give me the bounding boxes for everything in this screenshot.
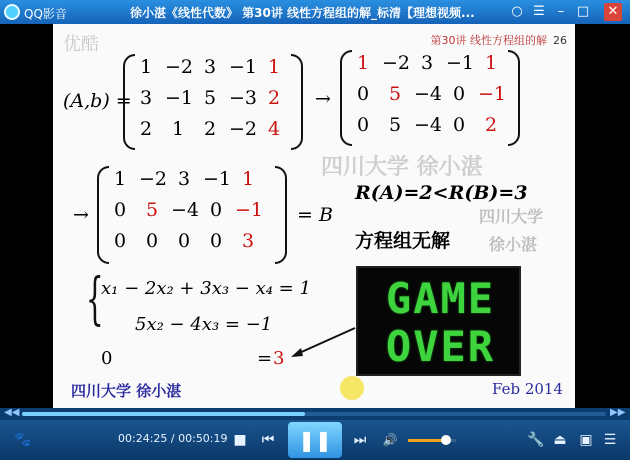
control-bar <box>0 420 630 460</box>
m2-cell-2-4: 2 <box>484 114 498 136</box>
equation-2: 5x₂ − 4x₃ = −1 <box>135 314 273 335</box>
m1-cell-2-3: −2 <box>229 118 258 140</box>
augmented-label: (A,b) = <box>63 90 132 112</box>
matrix3-right-paren <box>275 166 287 264</box>
pointer-arrow-icon <box>289 324 359 360</box>
time-display <box>118 432 228 445</box>
equals-b: = B <box>297 204 333 226</box>
seek-back-icon[interactable]: ◀◀ <box>4 407 20 418</box>
m1-cell-2-0: 2 <box>139 118 153 140</box>
seek-track[interactable] <box>22 412 606 416</box>
arrow-2: → <box>73 204 89 226</box>
time-total: 00:50:19 <box>178 432 228 445</box>
m3-cell-2-3: 0 <box>209 230 223 252</box>
time-current: 00:24:25 <box>118 432 168 445</box>
mouse-cursor-highlight <box>340 376 364 400</box>
screen-icon[interactable]: ▣ <box>579 432 593 448</box>
logo-paw-icon[interactable]: 🐾 <box>14 432 32 448</box>
seek-forward-icon[interactable]: ▶▶ <box>610 407 626 418</box>
seek-progress <box>22 412 305 416</box>
lecture-ref-title: 第30讲 线性方程组的解 <box>430 34 547 47</box>
m1-cell-0-0: 1 <box>139 56 153 78</box>
m1-cell-0-1: −2 <box>165 56 194 78</box>
m3-cell-2-0: 0 <box>113 230 127 252</box>
m2-cell-2-2: −4 <box>414 114 443 136</box>
m3-cell-1-2: −4 <box>171 199 200 221</box>
stamp-school: 四川大学 <box>479 207 544 226</box>
eject-icon[interactable]: ⏏ <box>553 432 567 448</box>
system-brace: { <box>85 267 104 332</box>
m3-cell-0-0: 1 <box>113 168 127 190</box>
lecture-slide <box>53 24 575 408</box>
no-solution-text: 方程组无解 <box>355 230 451 252</box>
m2-cell-0-3: −1 <box>446 52 475 74</box>
m3-cell-2-4: 3 <box>241 230 255 252</box>
rank-statement: R(A)=2<R(B)=3 <box>355 182 528 204</box>
m1-cell-0-3: −1 <box>229 56 258 78</box>
previous-button[interactable]: ⏮ <box>261 432 275 448</box>
m2-cell-0-1: −2 <box>382 52 411 74</box>
m3-cell-0-1: −2 <box>139 168 168 190</box>
m2-cell-1-2: −4 <box>414 83 443 105</box>
title-bar <box>0 0 630 24</box>
m2-cell-1-1: 5 <box>388 83 402 105</box>
m1-cell-2-4: 4 <box>267 118 281 140</box>
m1-cell-2-1: 1 <box>171 118 185 140</box>
m3-cell-2-1: 0 <box>145 230 159 252</box>
m3-cell-1-4: −1 <box>235 199 264 221</box>
volume-knob[interactable] <box>441 435 451 445</box>
m3-cell-1-1: 5 <box>145 199 159 221</box>
game-over-line-1: GAME <box>385 274 496 323</box>
app-logo-icon <box>4 4 20 20</box>
pause-button[interactable]: ❚❚ <box>288 422 342 458</box>
minimize-button[interactable]: – <box>557 4 565 19</box>
matrix1-right-paren <box>291 54 303 150</box>
maximize-button[interactable]: □ <box>576 4 590 19</box>
page-number: 26 <box>553 34 567 47</box>
m2-cell-2-1: 5 <box>388 114 402 136</box>
equation-3-rhs: 3 <box>273 348 285 369</box>
m2-cell-0-2: 3 <box>420 52 434 74</box>
m2-cell-0-4: 1 <box>484 52 498 74</box>
m2-cell-1-3: 0 <box>452 83 466 105</box>
m1-cell-0-2: 3 <box>203 56 217 78</box>
slide-footer-date: Feb 2014 <box>491 380 563 398</box>
playlist-icon[interactable]: ☰ <box>603 432 617 448</box>
m1-cell-0-4: 1 <box>267 56 281 78</box>
m1-cell-2-2: 2 <box>203 118 217 140</box>
volume-slider[interactable] <box>408 439 456 442</box>
m2-cell-1-0: 0 <box>356 83 370 105</box>
m1-cell-1-1: −1 <box>165 87 194 109</box>
time-separator: / <box>167 432 179 445</box>
game-over-image <box>356 266 521 376</box>
m3-cell-1-0: 0 <box>113 199 127 221</box>
app-name: QQ影音 <box>24 7 67 21</box>
volume-icon[interactable]: 🔊 <box>382 433 398 447</box>
brand-watermark: 优酷 <box>63 34 99 55</box>
video-area[interactable] <box>0 24 630 408</box>
stop-button[interactable]: ■ <box>233 432 247 448</box>
seek-bar[interactable] <box>0 408 630 420</box>
m1-cell-1-2: 5 <box>203 87 217 109</box>
game-over-line-2: OVER <box>385 322 496 371</box>
equation-3-lhs: 0 <box>101 348 113 369</box>
matrix2-right-paren <box>508 50 520 146</box>
m2-cell-2-3: 0 <box>452 114 466 136</box>
m3-cell-1-3: 0 <box>209 199 223 221</box>
lecture-reference <box>431 32 568 48</box>
mini-mode-icon[interactable]: ○ <box>511 4 523 19</box>
arrow-1: → <box>315 88 331 110</box>
watermark-stamp: 四川大学 徐小湛 <box>321 154 483 180</box>
m3-cell-2-2: 0 <box>177 230 191 252</box>
close-button[interactable]: ✕ <box>604 3 622 21</box>
m2-cell-1-4: −1 <box>478 83 507 105</box>
slide-footer-author: 四川大学 徐小湛 <box>71 382 182 400</box>
menu-icon[interactable]: ☰ <box>533 4 545 19</box>
m3-cell-0-3: −1 <box>203 168 232 190</box>
window-title: 徐小湛《线性代数》 第30讲 线性方程组的解_标清【理想视频... <box>130 6 475 20</box>
next-button[interactable]: ⏭ <box>353 432 367 448</box>
m1-cell-1-4: 2 <box>267 87 281 109</box>
equation-1: x₁ − 2x₂ + 3x₃ − x₄ = 1 <box>101 278 311 299</box>
m3-cell-0-2: 3 <box>177 168 191 190</box>
m1-cell-1-3: −3 <box>229 87 258 109</box>
m2-cell-0-0: 1 <box>356 52 370 74</box>
m1-cell-1-0: 3 <box>139 87 153 109</box>
stamp-name: 徐小湛 <box>489 235 538 254</box>
m2-cell-2-0: 0 <box>356 114 370 136</box>
equation-3-eq: = <box>257 348 273 369</box>
m3-cell-0-4: 1 <box>241 168 255 190</box>
tools-icon[interactable]: 🔧 <box>527 432 545 448</box>
